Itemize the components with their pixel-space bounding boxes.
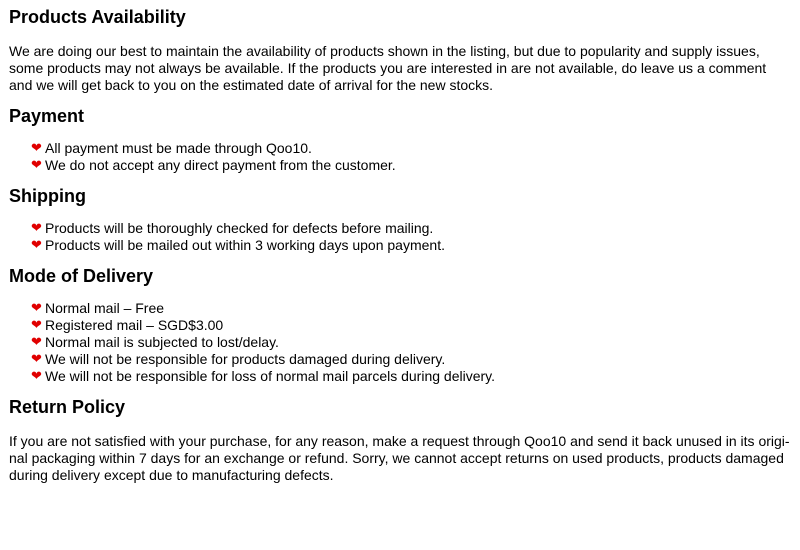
return-policy-heading: Return Policy xyxy=(9,397,126,417)
shipping-section xyxy=(9,184,792,254)
heart-icon: ❤ xyxy=(31,237,42,252)
list-item xyxy=(31,351,792,368)
list-item-text: All payment must be made through Qoo10. xyxy=(45,140,312,156)
availability-section xyxy=(9,5,792,94)
heart-icon: ❤ xyxy=(31,220,42,235)
list-item-text: We do not accept any direct payment from the customer. xyxy=(45,157,396,173)
list-item-text: Products will be thoroughly checked for defects before mailing. xyxy=(45,220,434,236)
availability-heading: Products Availability xyxy=(9,7,186,27)
payment-heading: Payment xyxy=(9,106,85,126)
delivery-section xyxy=(9,264,792,385)
list-item xyxy=(31,334,792,351)
list-item xyxy=(31,300,792,317)
list-item-text: Products will be mailed out within 3 working days upon payment. xyxy=(45,237,445,253)
list-item-text: Registered mail – SGD$3.00 xyxy=(45,317,224,333)
list-item-text: Normal mail – Free xyxy=(45,300,165,316)
availability-text: We are doing our best to maintain the availability of products shown in the listing, but due to popularity and supply issues, some products may not always be available. If the products you are interested in are not available, do leave us a comment and we will get back to you on the estimated date of arrival for the new stocks. xyxy=(9,43,767,93)
list-item-text: Normal mail is subjected to lost/delay. xyxy=(45,334,279,350)
list-item-text: We will not be responsible for products damaged during delivery. xyxy=(45,351,446,367)
heart-icon: ❤ xyxy=(31,157,42,172)
return-policy-section xyxy=(9,395,792,484)
heart-icon: ❤ xyxy=(31,351,42,366)
heart-icon: ❤ xyxy=(31,317,42,332)
heart-icon: ❤ xyxy=(31,368,42,383)
list-item xyxy=(31,237,792,254)
list-item xyxy=(31,140,792,157)
payment-list xyxy=(9,140,792,174)
shipping-heading: Shipping xyxy=(9,186,86,206)
payment-section xyxy=(9,104,792,174)
list-item xyxy=(31,317,792,334)
list-item xyxy=(31,368,792,385)
shipping-list xyxy=(9,220,792,254)
heart-icon: ❤ xyxy=(31,300,42,315)
delivery-heading: Mode of Delivery xyxy=(9,266,154,286)
heart-icon: ❤ xyxy=(31,334,42,349)
list-item-text: We will not be responsible for loss of normal mail parcels during delivery. xyxy=(45,368,496,384)
heart-icon: ❤ xyxy=(31,140,42,155)
list-item xyxy=(31,220,792,237)
return-policy-text: If you are not satisfied with your purchase, for any reason, make a request through Qoo10 and send it back unused in its origi-nal packaging within 7 days for an exchange or refund. Sorry, we cannot accept returns on used products, products damaged during delivery except due to manufacturing defects. xyxy=(9,433,790,483)
list-item xyxy=(31,157,792,174)
delivery-list xyxy=(9,300,792,385)
